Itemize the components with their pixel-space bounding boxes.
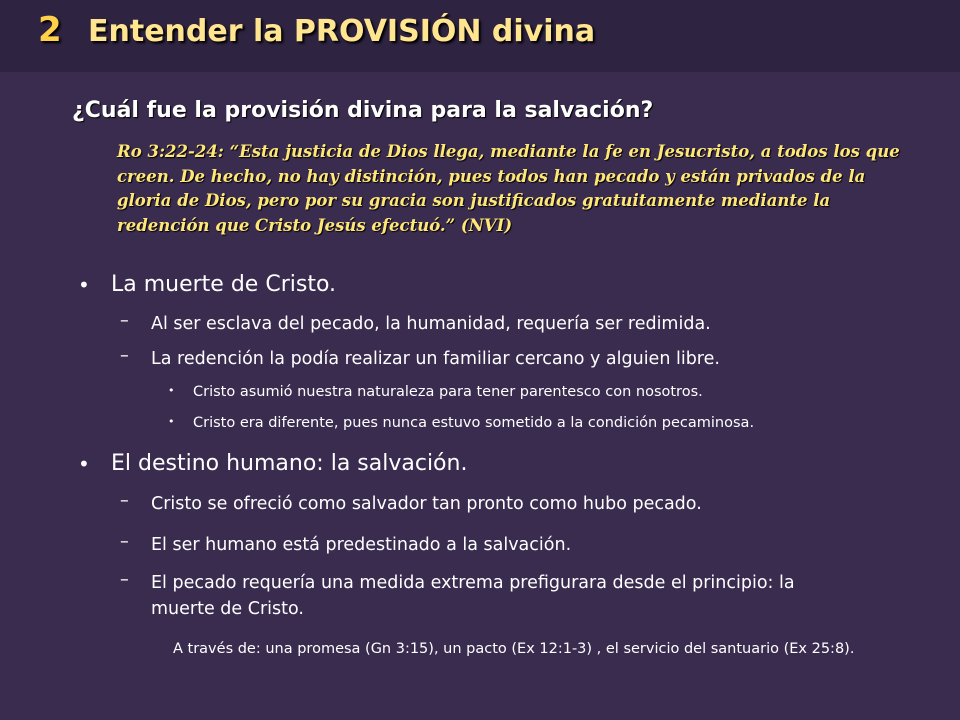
reference-note: A través de: una promesa (Gn 3:15), un pacto (Ex 12:1-3) , el servicio del santuario (Ex 25:8). <box>173 641 855 657</box>
dash-icon: – <box>120 570 129 590</box>
dash-icon: – <box>120 311 129 331</box>
bible-verse <box>117 140 917 238</box>
bullet-icon: • <box>168 415 175 428</box>
bullet-icon: • <box>168 384 175 397</box>
slide: 2 Entender la PROVISIÓN divina ¿Cuál fue la provisión divina para la salvación? Ro 3:22-24: “Esta justicia de Dios llega, mediante la fe en Jesucristo, a todos los que creen. De hecho, no hay distinción, pues todos han pecado y están privados de la gloria de Dios, pero por su gracia son justificados gratuitamente mediante la redención que Cristo Jesús efectuó.” (NVI) • La muerte de Cristo. – Al ser esclava del pecado, la humanidad, requería ser redimida. – La redención la podía realizar un familiar cercano y alguien libre. • Cristo asumió nuestra naturaleza para tener parentesco con nosotros. • Cristo era diferente, pues nunca estuvo sometido a la condición pecaminosa. • El destino humano: la salvación. – Cristo se ofreció como salvador tan pronto como hubo pecado. – El ser humano está predestinado a la salvación. – El pecado requería una medida extrema prefigurara desde el principio: la muerte de Cristo. A través de: una promesa (Gn 3:15), un pacto (Ex 12:1-3) , el servicio del santuario (Ex 25:8). <box>0 0 960 720</box>
slide-title: Entender la PROVISIÓN divina <box>88 14 596 49</box>
slide-number: 2 <box>38 10 62 50</box>
bullet-icon: • <box>78 273 90 297</box>
dash-icon: – <box>120 532 129 552</box>
bullet-icon: • <box>78 452 90 476</box>
verse-reference: Ro 3:22-24: <box>117 142 224 161</box>
verse-text: “Esta justicia de Dios llega, mediante la fe en Jesucristo, a todos los que creen. De hecho, no hay distinción, pues todos han pecado y están privados de la gloria de Dios, pero por su gracia son justificados gratuitamente mediante la redención que Cristo Jesús efectuó.” (NVI) <box>117 142 900 235</box>
dash-icon: – <box>120 491 129 511</box>
main-question: ¿Cuál fue la provisión divina para la salvación? <box>72 98 654 123</box>
dash-icon: – <box>120 346 129 366</box>
